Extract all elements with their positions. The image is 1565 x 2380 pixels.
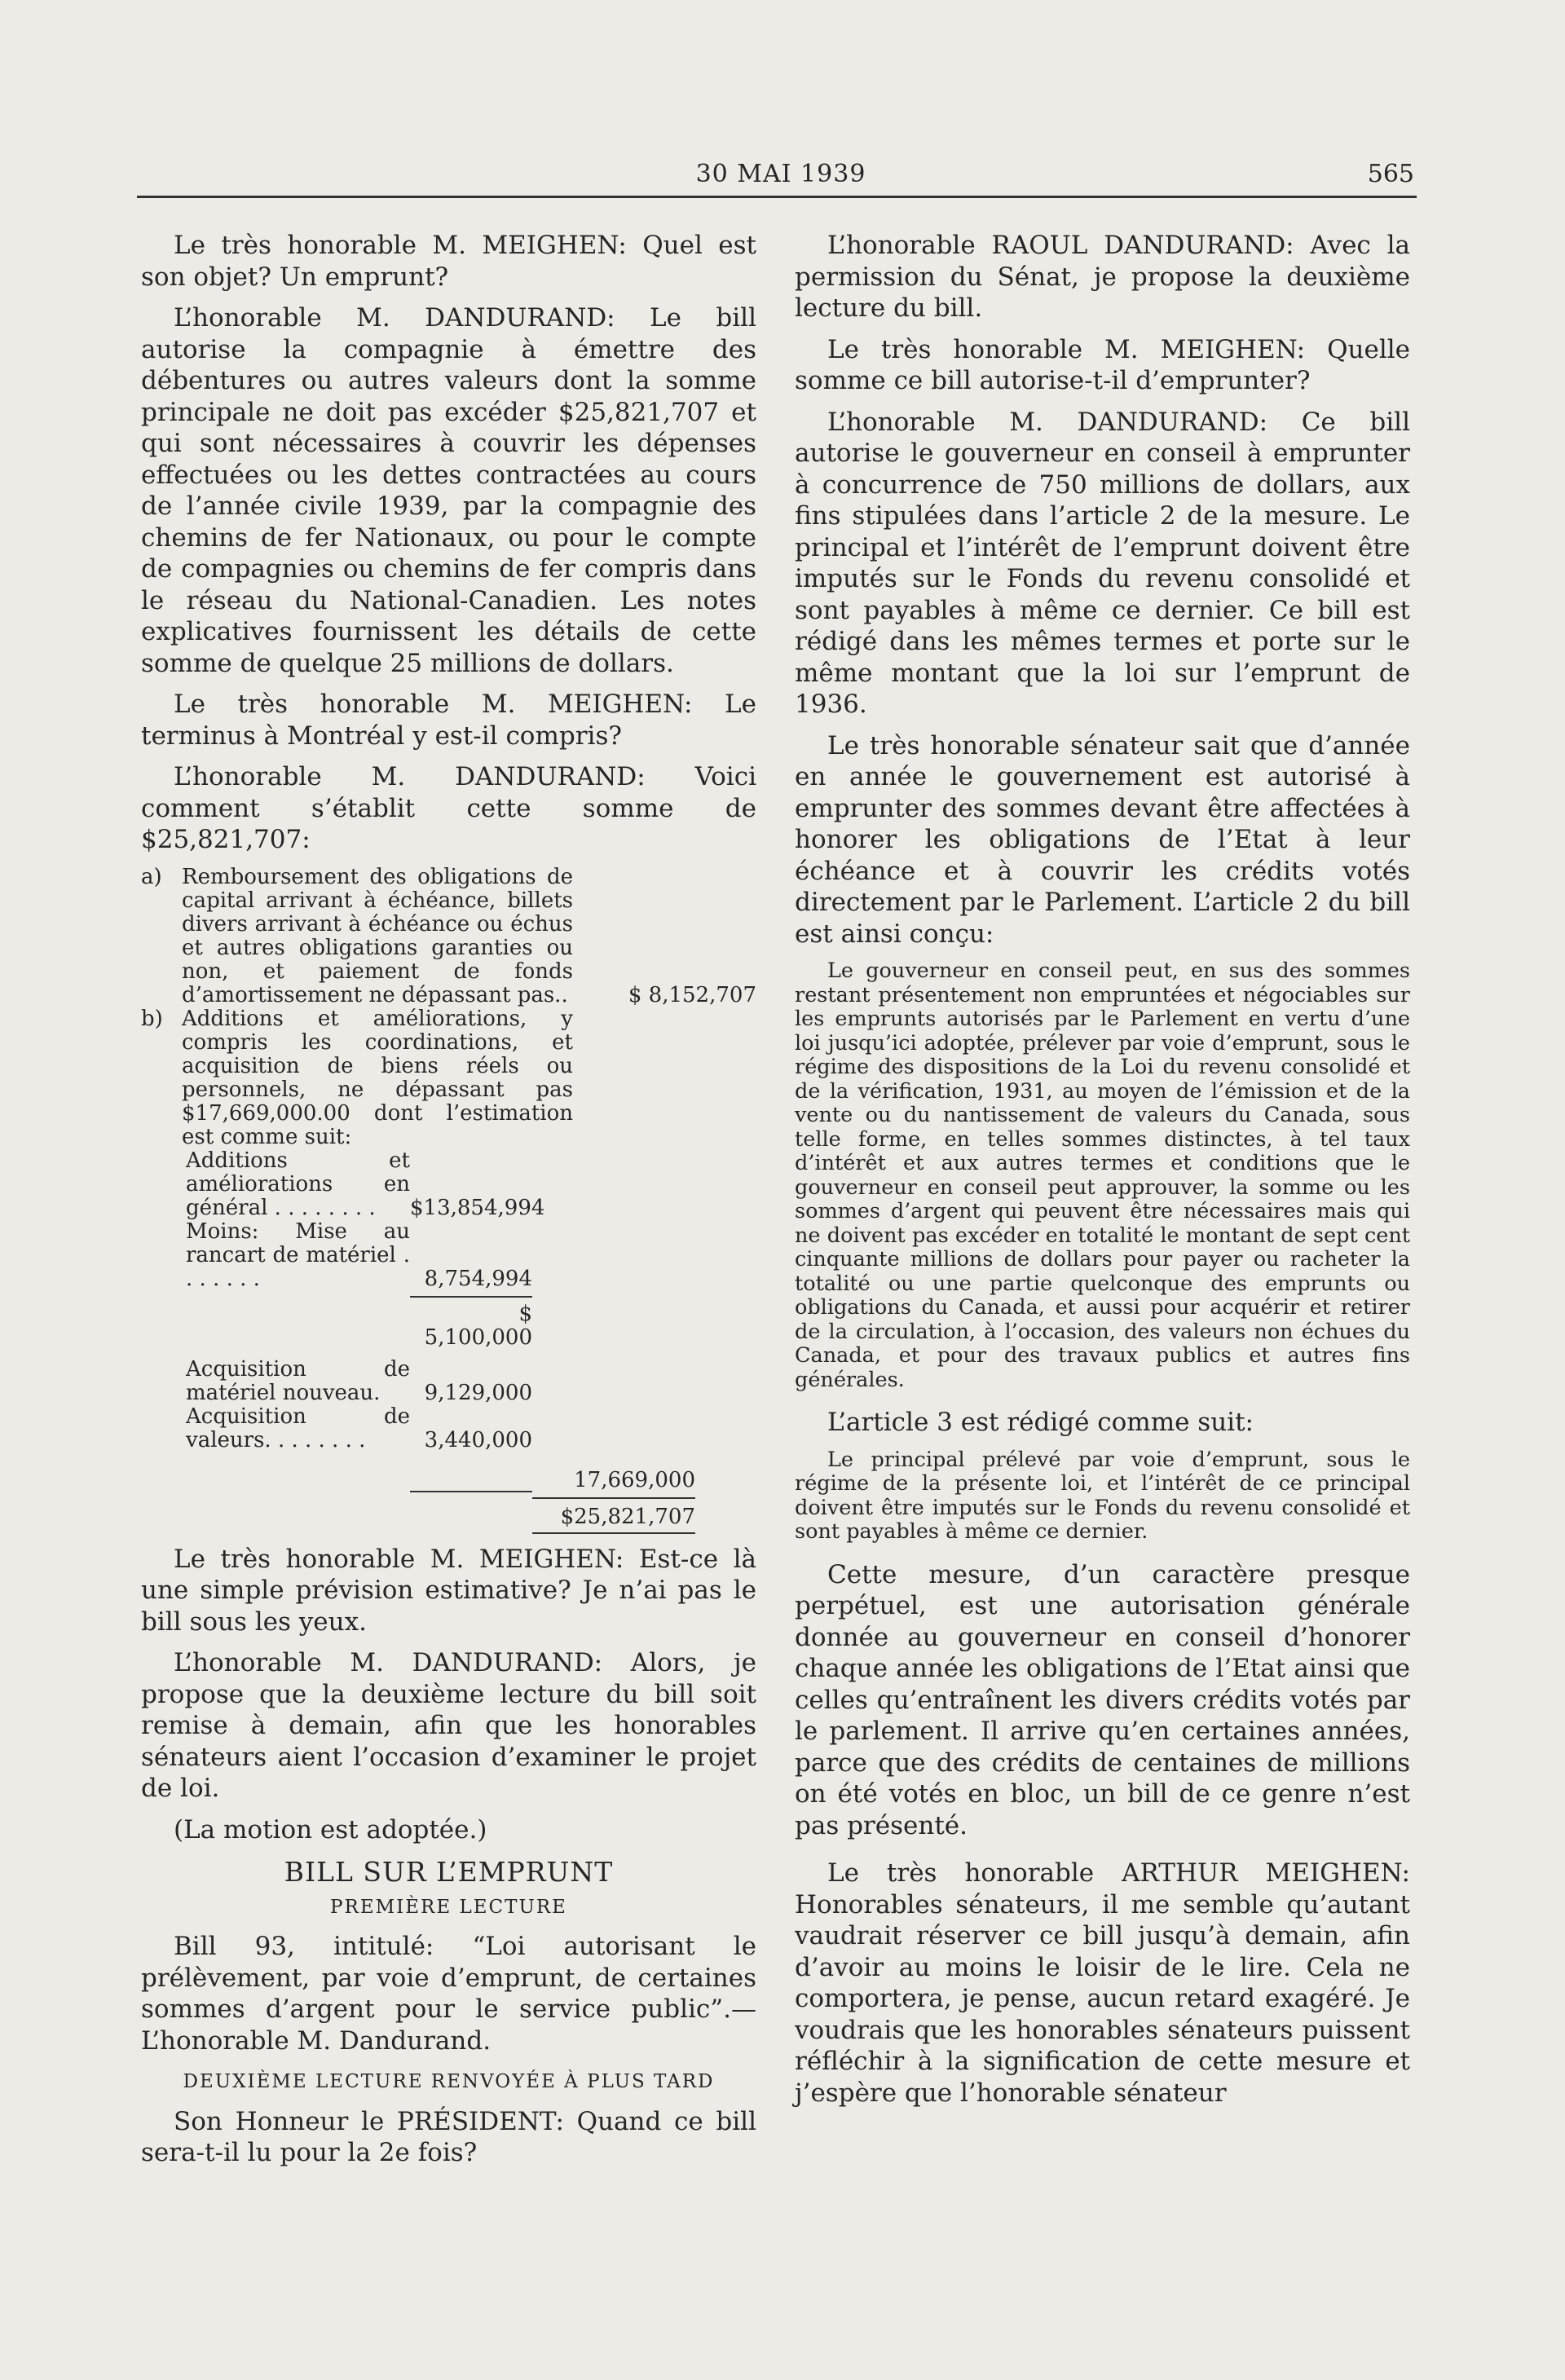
paragraph: Le très honorable M. MEIGHEN: Quel est son objet? Un emprunt? xyxy=(141,231,756,292)
cost-breakdown xyxy=(141,866,756,1534)
header-rule xyxy=(137,196,1417,198)
sub-row xyxy=(186,1358,756,1405)
sub-amount: 8,754,994 xyxy=(424,1266,532,1291)
item-text: Remboursement des obligations de capital arrivant à échéance, billets divers arrivant à échéance ou échus et autres obligations garanties ou non, et paiement de fonds d’amortissement ne dépassant pas.. xyxy=(182,864,573,1007)
paragraph: L’honorable RAOUL DANDURAND: Avec la permission du Sénat, je propose la deuxième lecture du bill. xyxy=(795,231,1410,323)
quoted-article: Le principal prélevé par voie d’emprunt, sous le régime de la présente loi, et l’intérêt de ce principal doivent être imputés sur le Fonds du revenu consolidé et sont payables à même ce dernier. xyxy=(795,1447,1410,1544)
sub-row xyxy=(186,1405,756,1452)
b-total: 17,669,000 xyxy=(574,1467,695,1492)
sub-amount: $13,854,994 xyxy=(410,1195,545,1220)
sub-row xyxy=(186,1220,756,1291)
section-subheading: DEUXIÈME LECTURE RENVOYÉE À PLUS TARD xyxy=(183,2071,715,2092)
sub-amount: 3,440,000 xyxy=(424,1427,532,1452)
sub-label: Acquisition de matériel nouveau. xyxy=(186,1356,410,1405)
paragraph: Le très honorable M. MEIGHEN: Quelle somme ce bill autorise-t-il d’emprunter? xyxy=(795,334,1410,395)
subtotal-amount: $ 5,100,000 xyxy=(410,1296,532,1350)
grand-total: $25,821,707 xyxy=(532,1497,695,1534)
paragraph: Son Honneur le PRÉSIDENT: Quand ce bill sera-t-il lu pour la 2e fois? xyxy=(141,2106,756,2167)
sub-row xyxy=(186,1497,756,1534)
paragraph: L’honorable M. DANDURAND: Ce bill autorise le gouverneur en conseil à emprunter à concurrence de 750 millions de dollars, aux fins stipulées dans l’article 2 de la mesure. Le principal et l’intérêt de l’emprunt doivent être imputés sur le Fonds du revenu consolidé et sont payables à même ce dernier. Ce bill est rédigé dans les mêmes termes et porte sur le même montant que la loi sur l’emprunt de 1936. xyxy=(795,407,1410,719)
paragraph: L’honorable M. DANDURAND: Voici comment s’établit cette somme de $25,821,707: xyxy=(141,762,756,854)
sub-row xyxy=(186,1149,756,1220)
paragraph: Cette mesure, d’un caractère presque perpétuel, est une autorisation générale donnée au gouverneur en conseil d’honorer chaque année les obligations de l’Etat ainsi que celles qu’entraînent les divers crédits votés par le parlement. Il arrive qu’en certaines années, parce que des crédits de centaines de millions on été votés en bloc, un bill de ce genre n’est pas présenté. xyxy=(795,1559,1410,1840)
sub-label: Additions et améliorations en général . . . . . . . . xyxy=(186,1148,410,1220)
sub-label: Acquisition de valeurs. . . . . . . . xyxy=(186,1404,410,1452)
right-column xyxy=(795,230,1410,2118)
section-subheading: PREMIÈRE LECTURE xyxy=(330,1896,567,1918)
item-text: Additions et améliorations, y compris les coordinations, et acquisition de biens réels ou personnels, ne dépassant pas $17,669,000.00 dont l’estimation est comme suit: xyxy=(182,1006,573,1149)
section-heading: BILL SUR L’EMPRUNT xyxy=(284,1856,614,1888)
paragraph: (La motion est adoptée.) xyxy=(174,1814,487,1844)
item-letter: b) xyxy=(141,1006,163,1031)
paragraph: L’honorable M. DANDURAND: Le bill autorise la compagnie à émettre des débentures ou autres valeurs dont la somme principale ne doit pas excéder $25,821,707 et qui sont nécessaires à couvrir les dépenses effectuées ou les dettes contractées au cours de l’année civile 1939, par la compagnie des chemins de fer Nationaux, ou pour le compte de compagnies ou chemins de fer compris dans le réseau du National-Canadien. Les notes explicatives fournissent les détails de cette somme de quelque 25 millions de dollars. xyxy=(141,303,756,678)
sub-row xyxy=(186,1457,756,1492)
sub-label: Moins: Mise au rancart de matériel . . . . . . . xyxy=(186,1219,410,1291)
sub-row xyxy=(186,1296,756,1350)
paragraph: L’honorable M. DANDURAND: Alors, je propose que la deuxième lecture du bill soit remise à demain, afin que les honorables sénateurs aient l’occasion d’examiner le projet de loi. xyxy=(141,1648,756,1803)
page-number: 565 xyxy=(1367,160,1414,188)
paragraph: Bill 93, intitulé: “Loi autorisant le prélèvement, par voie d’emprunt, de certaines sommes d’argent pour le service public”.—L’honorable M. Dandurand. xyxy=(141,1932,756,2056)
left-column xyxy=(141,230,756,2179)
sub-amount: 9,129,000 xyxy=(424,1380,532,1405)
list-item xyxy=(141,1007,756,1149)
paragraph: Le très honorable M. MEIGHEN: Le terminus à Montréal y est-il compris? xyxy=(141,690,756,751)
item-letter: a) xyxy=(141,864,162,889)
list-item xyxy=(141,866,756,1007)
paragraph: L’article 3 est rédigé comme suit: xyxy=(827,1408,1254,1437)
quoted-article: Le gouverneur en conseil peut, en sus des sommes restant présentement non empruntées et négociables sur les emprunts autorisés par le Parlement en vertu d’une loi jusqu’ici adoptée, prélever par voie d’emprunt, sous le régime des dispositions de la Loi du revenu consolidé et de la vérification, 1931, au moyen de l’émission et de la vente ou du nantissement de valeurs du Canada, sous telle forme, en telles sommes distinctes, à tel taux d’intérêt et aux autres termes et conditions que le gouverneur en conseil peut approuver, la somme ou les sommes d’argent qui peuvent être nécessaires mais qui ne doivent pas excéder en totalité le montant de sept cent cinquante millions de dollars pour payer ou racheter la totalité ou une partie quelconque des emprunts ou obligations du Canada, et aussi pour acquérir et retirer de la circulation, à l’occasion, des valeurs non échues du Canada, et pour des travaux publics et autres fins générales. xyxy=(795,959,1410,1392)
paragraph: Le très honorable ARTHUR MEIGHEN: Honorables sénateurs, il me semble qu’autant vaudrait réserver ce bill jusqu’à demain, afin d’avoir au moins le loisir de le lire. Cela ne comportera, je pense, aucun retard exagéré. Je voudrais que les honorables sénateurs puissent réfléchir à la signification de cette mesure et j’espère que l’honorable sénateur xyxy=(795,1858,1410,2108)
item-amount: $ 8,152,707 xyxy=(628,982,756,1007)
paragraph: Le très honorable sénateur sait que d’année en année le gouvernement est autorisé à emprunter des sommes devant être affectées à honorer les obligations de l’Etat à leur échéance et à couvrir les crédits votés directement par le Parlement. L’article 2 du bill est ainsi conçu: xyxy=(795,730,1410,949)
sub-breakdown xyxy=(186,1149,756,1534)
page-date: 30 MAI 1939 xyxy=(695,160,866,188)
paragraph: Le très honorable M. MEIGHEN: Est-ce là une simple prévision estimative? Je n’ai pas le bill sous les yeux. xyxy=(141,1544,756,1637)
